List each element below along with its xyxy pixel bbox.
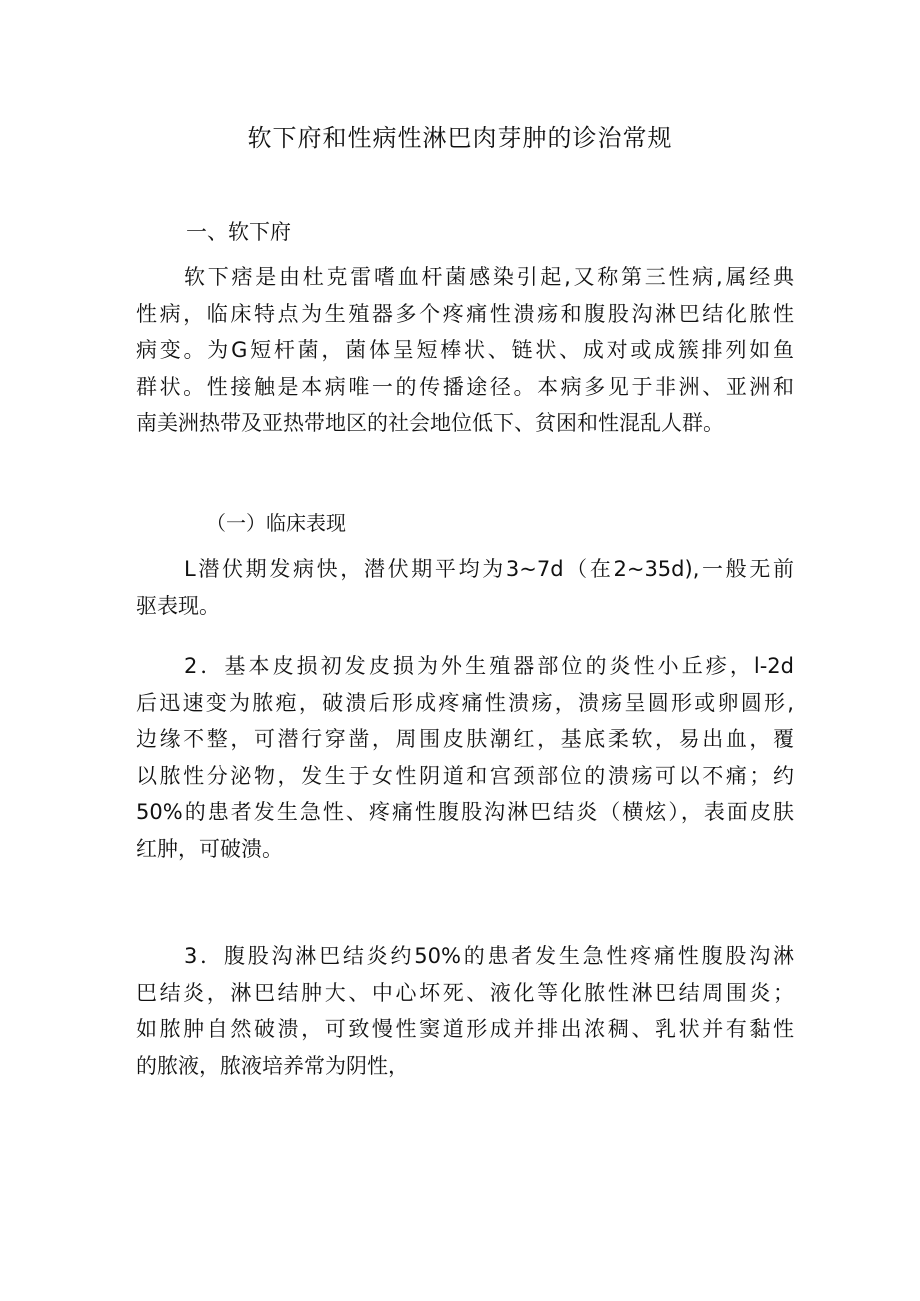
text-line: 红肿，可破溃。 xyxy=(136,836,283,861)
text-line: 性病，临床特点为生殖器多个疼痛性溃疡和腹股沟淋巴结化脓性 xyxy=(136,301,794,326)
item-3-paragraph xyxy=(136,938,794,1084)
subsection-heading-clinical: （一）临床表现 xyxy=(206,511,346,535)
item-2-paragraph xyxy=(136,648,794,867)
text-line: 50%的患者发生急性、疼痛性腹股沟淋巴结炎（横炫），表面皮肤 xyxy=(136,800,794,824)
text-line: 驱表现。 xyxy=(136,593,220,618)
text-line: 南美洲热带及亚热带地区的社会地位低下、贫困和性混乱人群。 xyxy=(136,411,724,435)
intro-paragraph xyxy=(136,259,794,442)
section-heading-chancroid: 一、软下府 xyxy=(186,220,291,244)
text-line: 病变。为G短杆菌，菌体呈短棒状、链状、成对或成簇排列如鱼 xyxy=(136,338,794,362)
text-line: 边缘不整，可潜行穿凿，周围皮肤潮红，基底柔软，易出血，覆 xyxy=(136,727,794,751)
text-line: 后迅速变为脓疱，破溃后形成疼痛性溃疡，溃疡呈圆形或卵圆形, xyxy=(136,690,794,715)
text-line: 群状。性接触是本病唯一的传播途径。本病多见于非洲、亚洲和 xyxy=(136,374,794,399)
text-line: 的脓液，脓液培养常为阴性， xyxy=(136,1053,409,1078)
text-line: L潜伏期发病快，潜伏期平均为3~7d（在2~35d),一般无前 xyxy=(184,557,794,581)
text-line: 软下痞是由杜克雷嗜血杆菌感染引起,又称第三性病,属经典 xyxy=(184,265,794,289)
text-line: 2．基本皮损初发皮损为外生殖器部位的炎性小丘疹，l-2d xyxy=(184,654,794,678)
text-line: 以脓性分泌物，发生于女性阴道和宫颈部位的溃疡可以不痛；约 xyxy=(136,763,794,788)
document-title: 软下府和性病性淋巴肉芽肿的诊治常规 xyxy=(247,124,673,152)
text-line: 巴结炎，淋巴结肿大、中心坏死、液化等化脓性淋巴结周围炎； xyxy=(136,980,794,1005)
text-line: 如脓肿自然破溃，可致慢性窦道形成并排出浓稠、乳状并有黏性 xyxy=(136,1017,794,1041)
text-line: 3．腹股沟淋巴结炎约50%的患者发生急性疼痛性腹股沟淋 xyxy=(184,944,794,968)
item-1-paragraph xyxy=(136,551,794,624)
